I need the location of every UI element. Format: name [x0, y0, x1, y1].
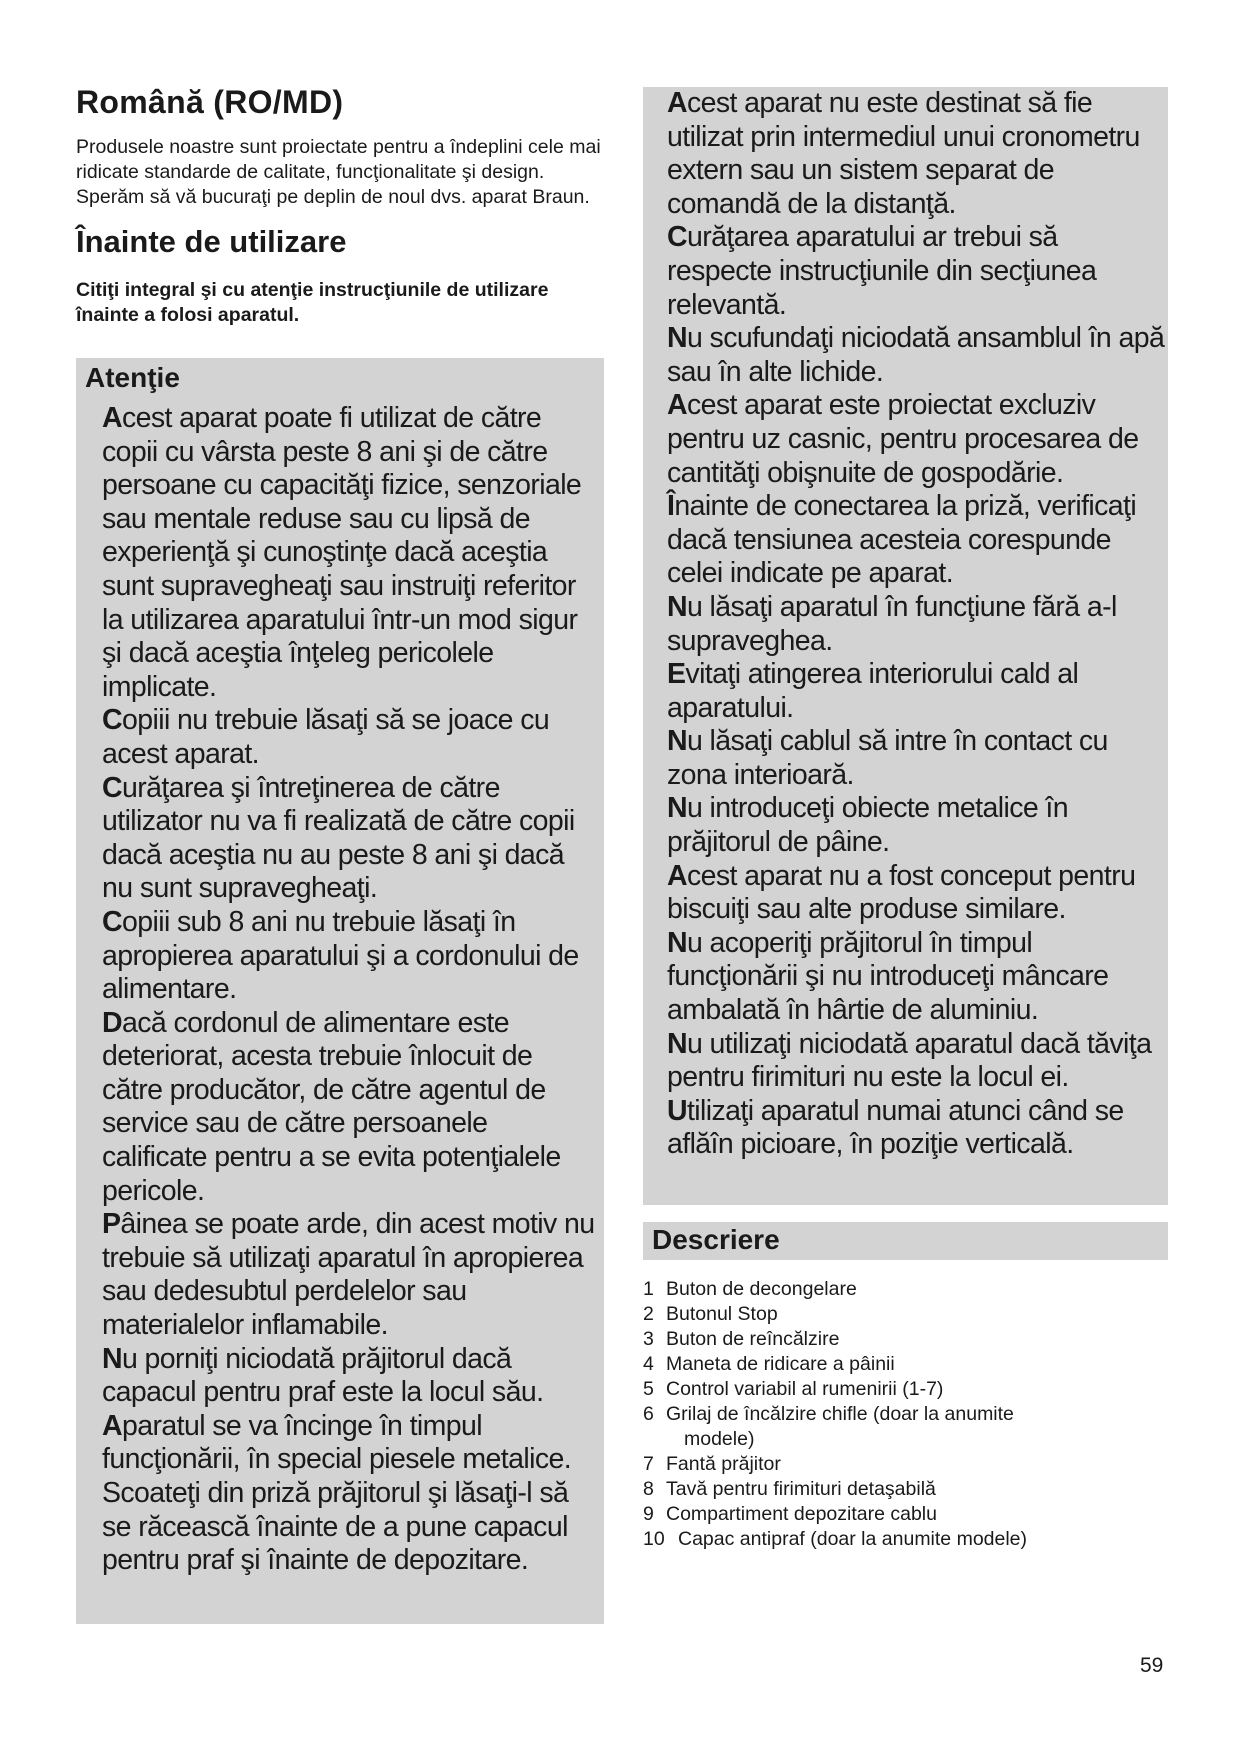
page-number: 59: [1140, 1654, 1164, 1677]
warning-item: Curăţarea şi întreţinerea de către utilizator nu va fi realizată de către copii dacă aceştia nu au peste 8 ani şi dacă nu sunt supravegheaţi.: [102, 771, 575, 905]
right-column: [643, 87, 1168, 1552]
warning-box-continued: [643, 87, 1168, 1205]
list-item: 8 Tavă pentru firimituri detaşabilă: [643, 1478, 936, 1500]
warning-item: Acest aparat poate fi utilizat de către copii cu vârsta peste 8 ani şi de către persoane cu capacităţi fizice, senzoriale sau mentale reduse sau cu lipsă de experienţă şi cunoştinţe dacă aceştia sunt supravegheaţi sau instruiţi referitor la utilizarea aparatului într-un mod sigur şi dacă aceştia înţeleg pericolele implicate.: [102, 402, 582, 703]
intro-paragraph: Produsele noastre sunt proiectate pentru a îndeplini cele mai ridicate standarde de calitate, funcţionalitate şi design. Sperăm să vă bucuraţi pe deplin de noul dvs. aparat Braun.: [76, 136, 601, 208]
warning-item: Nu lăsaţi cablul să intre în contact cu zona interioară.: [667, 725, 1108, 791]
list-item: 9 Compartiment depozitare cablu: [643, 1503, 937, 1525]
warning-item: Acest aparat nu a fost conceput pentru biscuiţi sau alte produse similare.: [667, 859, 1136, 926]
warning-item: Înainte de conectarea la priză, verificaţi dacă tensiunea acesteia corespunde celei indicate pe aparat.: [667, 490, 1137, 590]
warning-item: Nu utilizaţi niciodată aparatul dacă tăviţa pentru firimituri nu este la locul ei.: [667, 1027, 1152, 1094]
warning-box: [76, 358, 604, 1624]
list-item: 4 Maneta de ridicare a pâinii: [643, 1353, 895, 1375]
warning-item: Pâinea se poate arde, din acest motiv nu trebuie să utilizaţi aparatul în apropierea sau dedesubtul perdelelor sau materialelor inflamabile.: [102, 1208, 595, 1342]
warning-item: Acest aparat nu este destinat să fie utilizat prin intermediul unui cronometru extern sau un sistem separat de comandă de la distanţă.: [667, 87, 1140, 220]
list-item: 3 Buton de reîncălzire: [643, 1328, 840, 1350]
list-item: 10 Capac antipraf (doar la anumite modele): [643, 1528, 1028, 1550]
warning-title: Atenţie: [85, 362, 180, 393]
warning-item: Curăţarea aparatului ar trebui să respecte instrucţiunile din secţiunea relevantă.: [667, 221, 1097, 321]
warning-item: Nu introduceţi obiecte metalice în prăjitorul de pâine.: [667, 792, 1068, 859]
list-item: 2 Butonul Stop: [643, 1303, 778, 1325]
list-item: 1 Buton de decongelare: [643, 1278, 857, 1300]
warning-item: Dacă cordonul de alimentare este deteriorat, acesta trebuie înlocuit de către producător, de către agentul de service sau de către persoanele calificate pentru a se evita potenţialele pericole.: [102, 1006, 561, 1207]
description-list: [643, 1277, 1168, 1552]
warning-item: Aparatul se va încinge în timpul funcţionării, în special piesele metalice. Scoateţi din priză prăjitorul şi lăsaţi-l să se răcească înainte de a pune capacul pentru praf şi înainte de depozitare.: [102, 1409, 572, 1577]
warning-item: Copiii nu trebuie lăsaţi să se joace cu acest aparat.: [102, 704, 550, 770]
list-item: 5 Control variabil al rumenirii (1-7): [643, 1378, 944, 1400]
list-item: 6 Grilaj de încălzire chifle (doar la anumite: [643, 1403, 1014, 1425]
read-instructions-note: Citiţi integral şi cu atenţie instrucţiunile de utilizare înainte a folosi aparatul.: [76, 279, 549, 326]
warning-item: Nu porniţi niciodată prăjitorul dacă capacul pentru praf este la locul său.: [102, 1342, 544, 1409]
language-title: Română (RO/MD): [76, 84, 344, 120]
warning-item: Nu acoperiţi prăjitorul în timpul funcţionării şi nu introduceţi mâncare ambalată în hârtie de aluminiu.: [667, 926, 1109, 1027]
warning-list: [85, 402, 596, 1578]
warning-item: Nu lăsaţi aparatul în funcţiune fără a-l supraveghea.: [667, 590, 1117, 657]
warning-item: Acest aparat este proiectat excluziv pentru uz casnic, pentru procesarea de cantităţi obişnuite de gospodărie.: [667, 389, 1139, 489]
list-item-continuation: modele): [684, 1428, 755, 1450]
description-heading: Descriere: [643, 1222, 1168, 1260]
warning-item: Evitaţi atingerea interiorului cald al aparatului.: [667, 658, 1079, 724]
warning-item: Copiii sub 8 ani nu trebuie lăsaţi în apropierea aparatului şi a cordonului de alimentare.: [102, 905, 579, 1006]
before-use-heading: Înainte de utilizare: [76, 224, 347, 259]
left-column: [76, 84, 604, 1624]
warning-item: Nu scufundaţi niciodată ansamblul în apă sau în alte lichide.: [667, 322, 1165, 388]
warning-list-continued: [667, 87, 1168, 1162]
list-item: 7 Fantă prăjitor: [643, 1453, 781, 1475]
warning-item: Utilizaţi aparatul numai atunci când se aflăîn picioare, în poziţie verticală.: [667, 1094, 1124, 1161]
